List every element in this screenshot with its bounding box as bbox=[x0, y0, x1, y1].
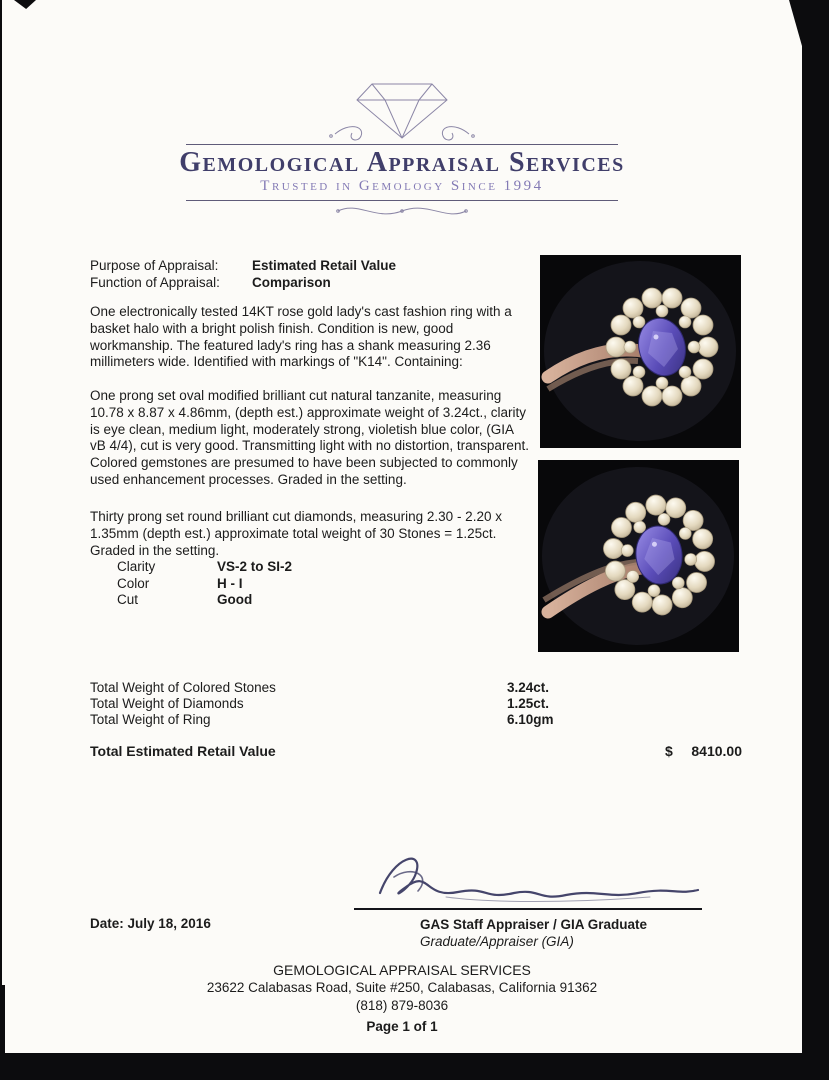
org-tagline: Trusted in Gemology Since 1994 bbox=[260, 178, 544, 194]
appraisal-date: Date: July 18, 2016 bbox=[90, 916, 211, 931]
ring-photo-bottom bbox=[538, 460, 739, 652]
function-label: Function of Appraisal: bbox=[90, 274, 220, 290]
total-label: Total Weight of Colored Stones bbox=[90, 680, 276, 695]
signature-line bbox=[354, 908, 702, 910]
ring-photo-top bbox=[540, 255, 741, 448]
retail-amount: 8410.00 bbox=[691, 743, 742, 759]
diamond-logo-icon bbox=[317, 70, 487, 148]
appraiser-title-block bbox=[420, 916, 647, 950]
retail-label: Total Estimated Retail Value bbox=[90, 743, 276, 759]
purpose-row bbox=[90, 258, 396, 275]
grade-row-clarity bbox=[117, 559, 292, 576]
total-row-diamonds bbox=[90, 696, 650, 712]
diamond-grades-table bbox=[117, 559, 292, 609]
appraiser-subtitle: Graduate/Appraiser (GIA) bbox=[420, 934, 574, 949]
weight-totals-table bbox=[90, 680, 650, 729]
diamonds-description-paragraph: Thirty prong set round brilliant cut diamonds, measuring 2.30 - 2.20 x 1.35mm (depth est.) approximate total weight of 30 Stones = 1.25ct. Graded in the setting. bbox=[90, 509, 502, 558]
total-row-colored-stones bbox=[90, 680, 650, 696]
scan-artifact-top-right bbox=[789, 0, 802, 46]
grade-row-cut bbox=[117, 592, 292, 609]
flourish-ornament-icon bbox=[332, 199, 472, 223]
appraisal-document-page bbox=[2, 0, 802, 1053]
grade-label: Cut bbox=[117, 592, 139, 607]
purpose-label: Purpose of Appraisal: bbox=[90, 258, 219, 273]
purpose-value: Estimated Retail Value bbox=[252, 258, 397, 273]
page-number: Page 1 of 1 bbox=[366, 1019, 438, 1034]
grade-value: H - I bbox=[217, 575, 243, 591]
footer-address: 23622 Calabasas Road, Suite #250, Calabasas, California 91362 bbox=[206, 980, 598, 995]
appraisal-purpose-block bbox=[90, 258, 396, 291]
total-label: Total Weight of Ring bbox=[90, 712, 211, 728]
document-footer bbox=[2, 961, 802, 1036]
grade-label: Color bbox=[117, 575, 150, 591]
ring-description-paragraph: One electronically tested 14KT rose gold lady's cast fashion ring with a basket halo with a bright polish finish. Condition is new, good workmanship. The featured lady's ring has a shank measuring 2.36 millimeters wide. Identified with markings of "K14". Containing: bbox=[90, 304, 512, 370]
total-value: 1.25ct. bbox=[507, 696, 550, 712]
total-value: 6.10gm bbox=[507, 712, 554, 728]
appraiser-signature bbox=[350, 845, 708, 909]
footer-org-name: GEMOLOGICAL APPRAISAL SERVICES bbox=[273, 962, 531, 978]
org-title: Gemological Appraisal Services bbox=[179, 147, 625, 178]
grade-label: Clarity bbox=[117, 559, 156, 574]
estimated-retail-value-row bbox=[90, 743, 742, 763]
scan-artifact-top-left bbox=[14, 0, 36, 9]
tanzanite-description-paragraph: One prong set oval modified brilliant cut natural tanzanite, measuring 10.78 x 8.87 x 4.86mm, (depth est.) approximate weight of 3.24ct., clarity is eye clean, medium light, moderately strong, violetish blue color, (GIA vB 4/4), cut is very good. Transmitting light with no distortion, transparent. Colored gemstones are presumed to have been subjected to commonly used enhancement processes. Graded in the setting. bbox=[90, 388, 529, 487]
function-row bbox=[90, 275, 396, 292]
footer-phone: (818) 879-8036 bbox=[355, 998, 449, 1013]
grade-row-color bbox=[117, 576, 292, 593]
appraiser-title: GAS Staff Appraiser / GIA Graduate bbox=[420, 917, 648, 932]
grade-value: Good bbox=[217, 592, 253, 607]
total-row-ring bbox=[90, 712, 650, 728]
total-label: Total Weight of Diamonds bbox=[90, 696, 244, 712]
scan-artifact-bottom-left bbox=[0, 985, 5, 1053]
total-value: 3.24ct. bbox=[507, 680, 550, 695]
currency-symbol: $ bbox=[665, 743, 673, 759]
letterhead bbox=[2, 70, 802, 223]
header-rule-top bbox=[186, 144, 618, 145]
function-value: Comparison bbox=[252, 274, 331, 290]
grade-value: VS-2 to SI-2 bbox=[217, 559, 293, 574]
